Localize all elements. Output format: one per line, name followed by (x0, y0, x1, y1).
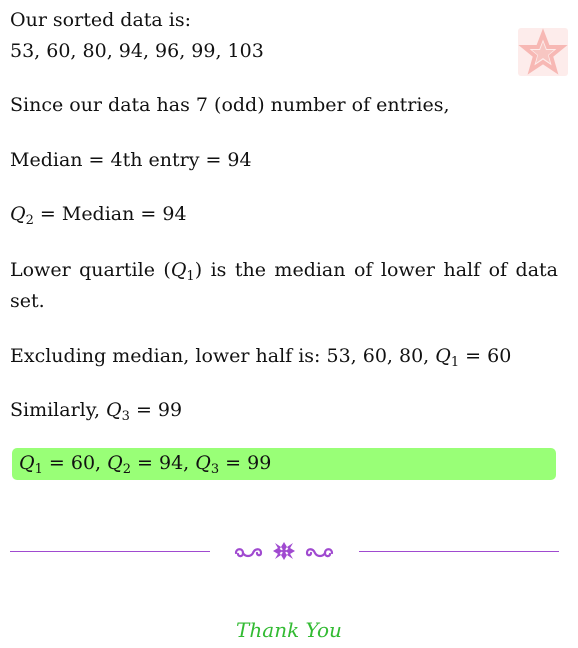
separator-right (359, 551, 559, 552)
similarly-var: Q (106, 399, 122, 421)
lower-quartile-definition (10, 258, 558, 282)
final-answer (19, 452, 272, 477)
ans-q2-rest: = 94, (130, 452, 196, 474)
lq-var: Q (170, 259, 187, 281)
lower-quartile-cont: set. (10, 290, 45, 312)
ans-q2-var: Q (107, 452, 123, 474)
similarly-rest: = 99 (129, 399, 183, 421)
ans-q1-sub: 1 (34, 462, 43, 477)
excluding-rest: = 60 (459, 345, 512, 367)
separator-left (10, 551, 210, 552)
excluding-sub: 1 (450, 355, 460, 370)
q2-line (10, 202, 187, 226)
star-logo-icon (518, 28, 568, 76)
lq-sub: 1 (186, 269, 195, 284)
final-answer-box (12, 448, 556, 480)
decorative-ornament-icon (232, 540, 336, 562)
odd-entries-note: Since our data has 7 (odd) number of entries, (10, 94, 450, 116)
ans-q1-rest: = 60, (42, 452, 108, 474)
excluding-var: Q (435, 345, 451, 367)
ans-q2-sub: 2 (122, 462, 131, 477)
excluding-text: Excluding median, lower half is: 53, 60, 80, (10, 345, 436, 367)
lq-after: ) is the median of lower half of data (194, 259, 558, 281)
q2-var: Q (10, 203, 26, 225)
median-line: Median = 4th entry = 94 (10, 149, 252, 171)
excluding-median-line (10, 344, 511, 368)
ans-q1-var: Q (19, 452, 35, 474)
sorted-data-list: 53, 60, 80, 94, 96, 99, 103 (10, 40, 264, 62)
ans-q3-sub: 3 (210, 462, 220, 477)
ans-q3-var: Q (195, 452, 211, 474)
similarly-text: Similarly, (10, 399, 107, 421)
thank-you-text: Thank You (236, 618, 342, 642)
similarly-sub: 3 (121, 409, 130, 424)
ans-q3-rest: = 99 (219, 452, 272, 474)
similarly-line (10, 398, 182, 422)
q2-rest: = Median = 94 (33, 203, 187, 225)
lq-before: Lower quartile ( (10, 259, 171, 281)
brand-logo (518, 28, 568, 76)
intro-text: Our sorted data is: (10, 9, 192, 31)
q2-sub: 2 (25, 213, 34, 228)
